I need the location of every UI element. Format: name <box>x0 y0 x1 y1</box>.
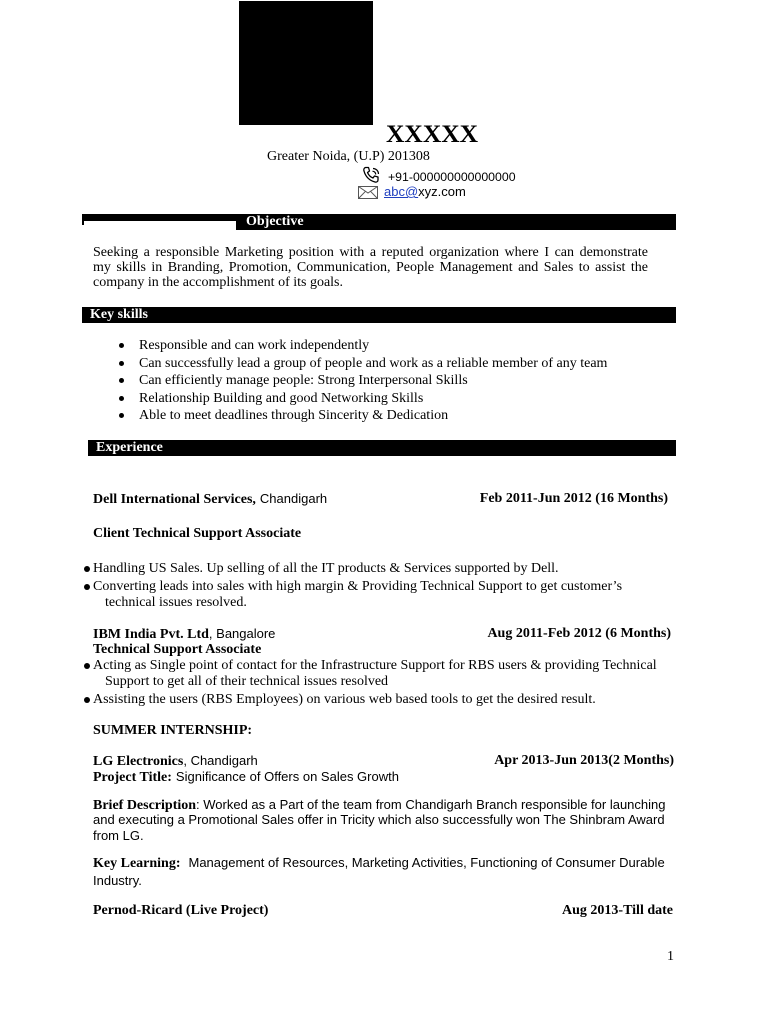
key-learning-line: Industry. <box>93 873 142 888</box>
skill-item <box>139 338 369 354</box>
brief-description-text: : Worked as a Part of the team from Chandigarh Branch responsible for launching <box>196 797 666 812</box>
phone-number: +91-000000000000000 <box>388 170 516 184</box>
job-bullet-continuation: technical issues resolved. <box>105 595 247 610</box>
key-skills-heading: Key skills <box>90 307 148 322</box>
candidate-name: XXXXX <box>386 119 479 148</box>
project-title-label: Project Title: <box>93 770 172 785</box>
objective-heading: Objective <box>246 214 304 229</box>
objective-line: Seeking a responsible Marketing position with a reputed organization where I can demonstrate <box>93 245 648 260</box>
bullet-icon <box>84 663 90 669</box>
objective-rule <box>82 214 236 221</box>
skill-text: Responsible and can work independently <box>139 338 370 353</box>
job-role: Technical Support Associate <box>93 642 262 657</box>
brief-description-line: from LG. <box>93 828 144 843</box>
job-bullet <box>93 561 559 577</box>
bullet-text: Handling US Sales. Up selling of all the IT products & Services supported by Dell. <box>93 561 559 576</box>
envelope-icon <box>358 186 378 199</box>
job-bullet-continuation: Support to get all of their technical issues resolved <box>105 674 389 689</box>
company-name: Dell International Services, <box>93 492 256 507</box>
bullet-icon <box>84 584 90 590</box>
skill-item <box>139 373 468 389</box>
company-location: Chandigarh <box>259 491 328 506</box>
bullet-icon <box>119 396 124 401</box>
job-bullet <box>93 658 657 674</box>
objective-line: company in the accomplishment of its goals. <box>93 275 344 290</box>
job-bullet <box>93 579 622 595</box>
key-learning-label: Key Learning: <box>93 856 181 871</box>
brief-description-line: and executing a Promotional Sales offer in Tricity which also successfully won The Shinbram Award <box>93 812 665 827</box>
key-learning-text: Management of Resources, Marketing Activities, Functioning of Consumer Durable <box>188 855 665 870</box>
phone-icon <box>362 166 381 184</box>
bullet-icon <box>119 361 124 366</box>
experience-heading: Experience <box>96 440 163 455</box>
profile-photo-placeholder <box>239 1 373 125</box>
objective-rule-tick <box>82 214 84 225</box>
key-skills-header-bar <box>82 307 676 323</box>
bullet-icon <box>84 697 90 703</box>
email-link[interactable]: abc@ <box>384 184 419 199</box>
page-number: 1 <box>667 949 674 964</box>
internship-period: Apr 2013-Jun 2013(2 Months) <box>494 753 674 768</box>
company-name: LG Electronics <box>93 754 184 769</box>
internship-heading: SUMMER INTERNSHIP: <box>93 723 253 738</box>
job-bullet <box>93 692 596 708</box>
skill-text: Can successfully lead a group of people and work as a reliable member of any team <box>139 356 608 371</box>
key-learning-line <box>93 855 665 872</box>
experience-header-bar <box>88 440 676 456</box>
company-location: , Chandigarh <box>183 753 258 768</box>
bullet-icon <box>119 343 124 348</box>
job-period: Feb 2011-Jun 2012 (16 Months) <box>479 491 668 506</box>
bullet-icon <box>84 566 90 572</box>
skill-text: Can efficiently manage people: Strong Interpersonal Skills <box>139 373 468 388</box>
job-heading <box>93 491 327 508</box>
bullet-text: Converting leads into sales with high margin & Providing Technical Support to get customer’s <box>93 579 623 594</box>
project-title-value: Significance of Offers on Sales Growth <box>175 769 399 784</box>
objective-line: my skills in Branding, Promotion, Communication, People Management and Sales to assist the <box>93 260 648 275</box>
live-project-period: Aug 2013-Till date <box>562 903 673 918</box>
address: Greater Noida, (U.P) 201308 <box>267 149 430 164</box>
job-heading <box>93 626 275 643</box>
company-name: IBM India Pvt. Ltd <box>93 627 209 642</box>
email-domain: xyz.com <box>418 184 466 199</box>
job-role: Client Technical Support Associate <box>93 526 302 541</box>
live-project-title: Pernod-Ricard (Live Project) <box>93 903 269 918</box>
internship-company-heading <box>93 753 258 770</box>
brief-description-label: Brief Description <box>93 798 197 813</box>
job-period: Aug 2011-Feb 2012 (6 Months) <box>487 626 671 641</box>
skill-text: Able to meet deadlines through Sincerity & Dedication <box>139 408 449 423</box>
bullet-icon <box>119 378 124 383</box>
company-location: , Bangalore <box>208 626 276 641</box>
skill-item <box>139 356 607 372</box>
email-address <box>384 184 466 200</box>
bullet-text: Assisting the users (RBS Employees) on various web based tools to get the desired result. <box>93 692 596 707</box>
bullet-icon <box>119 413 124 418</box>
skill-item <box>139 391 423 407</box>
bullet-text: Acting as Single point of contact for the Infrastructure Support for RBS users & providing Technical <box>93 658 657 673</box>
skill-text: Relationship Building and good Networking Skills <box>139 391 424 406</box>
project-title <box>93 769 399 786</box>
skill-item <box>139 408 448 424</box>
